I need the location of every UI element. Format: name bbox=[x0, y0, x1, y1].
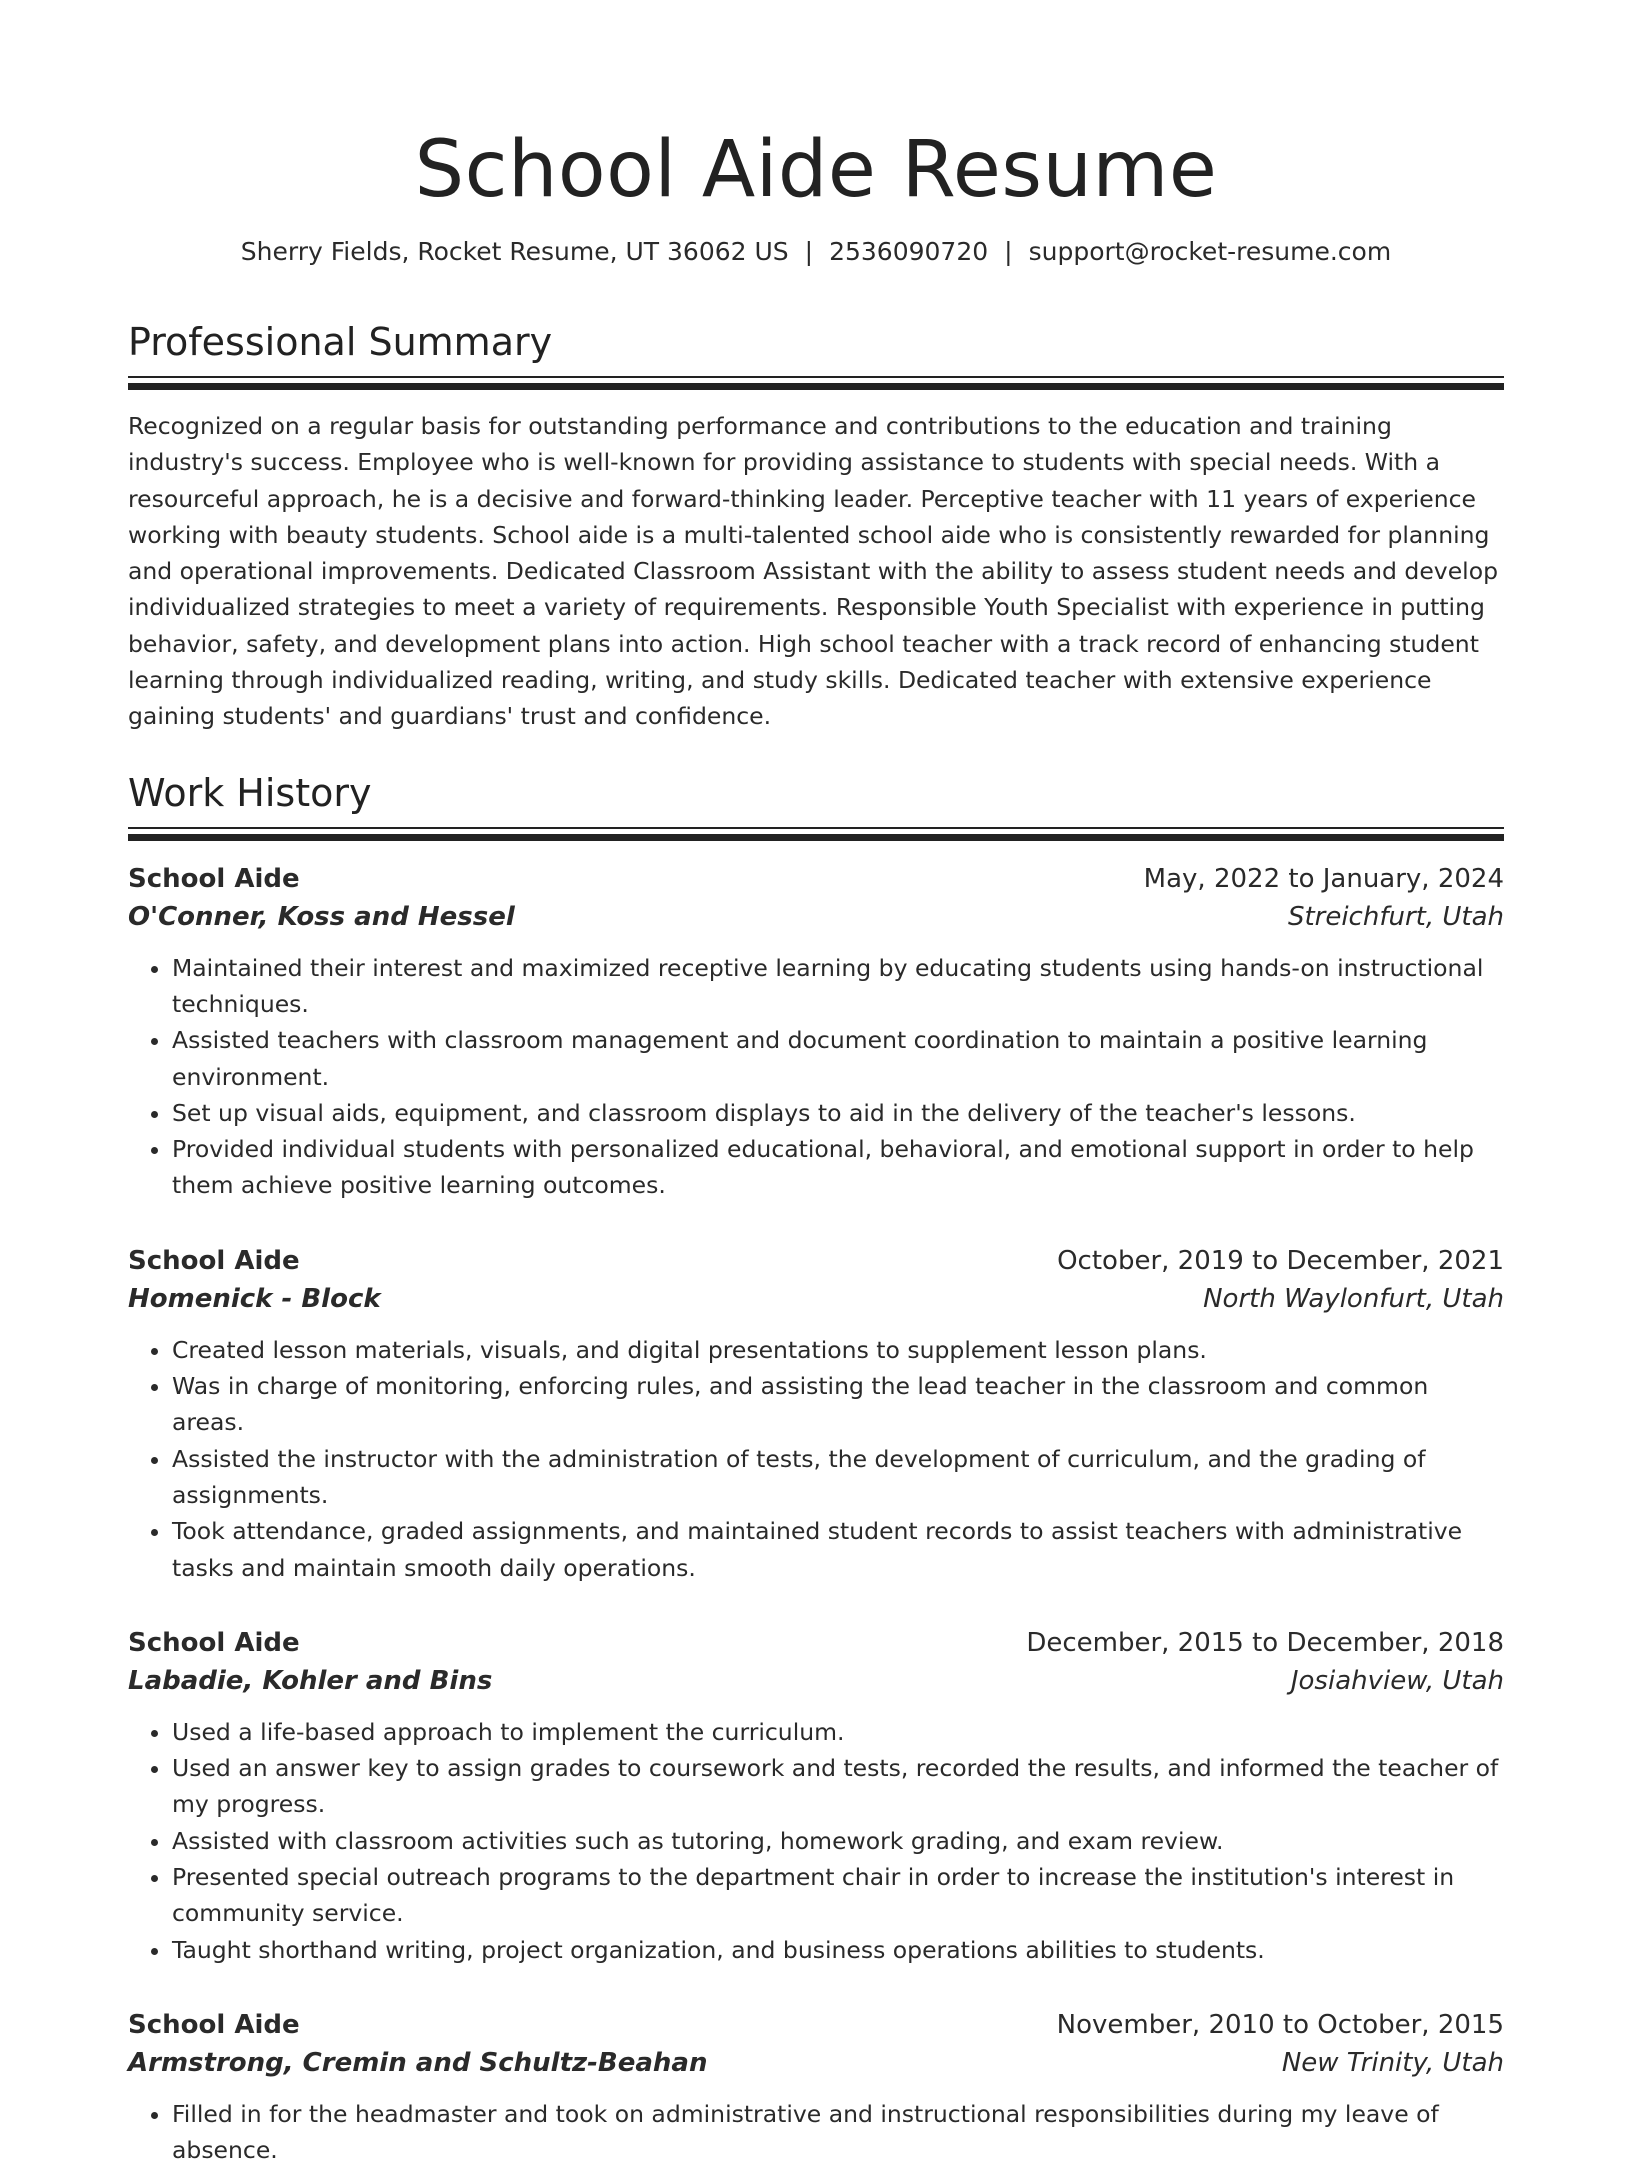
job-bullet-list bbox=[128, 2096, 1504, 2169]
job-dates: December, 2015 to December, 2018 bbox=[1026, 1627, 1504, 1658]
section-divider bbox=[128, 376, 1504, 390]
job-header-row bbox=[128, 1624, 1504, 1662]
job-company-row bbox=[128, 1280, 1504, 1318]
job-company: O'Conner, Koss and Hessel bbox=[128, 901, 515, 932]
job-bullet-list bbox=[128, 950, 1504, 1204]
job-bullet: • Assisted the instructor with the administration of tests, the development of curriculum, and the grading of assignments. bbox=[172, 1441, 1504, 1514]
job-company: Labadie, Kohler and Bins bbox=[128, 1665, 493, 1696]
job-bullet: • Took attendance, graded assignments, and maintained student records to assist teachers with administrative tasks and maintain smooth daily operations. bbox=[172, 1513, 1504, 1586]
job-entry bbox=[128, 860, 1504, 1204]
job-location: Streichfurt, Utah bbox=[1287, 901, 1504, 932]
summary-heading: Professional Summary bbox=[128, 320, 553, 364]
job-bullet: • Provided individual students with personalized educational, behavioral, and emotional support in order to help them achieve positive learning outcomes. bbox=[172, 1131, 1504, 1204]
job-bullet: • Assisted with classroom activities such as tutoring, homework grading, and exam review. bbox=[172, 1823, 1504, 1859]
section-divider bbox=[128, 827, 1504, 841]
resume-page bbox=[128, 0, 1504, 2169]
job-dates: October, 2019 to December, 2021 bbox=[1057, 1245, 1504, 1276]
job-bullet: • Used an answer key to assign grades to coursework and tests, recorded the results, and informed the teacher of my progress. bbox=[172, 1750, 1504, 1823]
summary-text: Recognized on a regular basis for outstanding performance and contributions to the education and training industry's success. Employee who is well-known for providing assistance to students with special needs. With a resourceful approach, he is a decisive and forward-thinking leader. Perceptive teacher with 11 years of experience working with beauty students. School aide is a multi-talented school aide who is consistently rewarded for planning and operational improvements. Dedicated Classroom Assistant with the ability to assess student needs and develop individualized strategies to meet a variety of requirements. Responsible Youth Specialist with experience in putting behavior, safety, and development plans into action. High school teacher with a track record of enhancing student learning through individualized reading, writing, and study skills. Dedicated teacher with extensive experience gaining students' and guardians' trust and confidence. bbox=[128, 412, 1498, 731]
job-bullet-list bbox=[128, 1332, 1504, 1586]
job-location: North Waylonfurt, Utah bbox=[1203, 1283, 1504, 1314]
job-entry bbox=[128, 2006, 1504, 2169]
work-history-heading: Work History bbox=[128, 770, 372, 815]
job-company-row bbox=[128, 2044, 1504, 2082]
job-company-row bbox=[128, 898, 1504, 936]
job-dates: May, 2022 to January, 2024 bbox=[1143, 863, 1504, 894]
job-header-row bbox=[128, 1242, 1504, 1280]
job-title: School Aide bbox=[128, 863, 300, 894]
job-company: Homenick - Block bbox=[128, 1283, 381, 1314]
contact-separator: | bbox=[1004, 237, 1013, 266]
job-bullet-list bbox=[128, 1714, 1504, 1968]
job-title: School Aide bbox=[128, 1627, 300, 1658]
job-bullet: • Taught shorthand writing, project organization, and business operations abilities to students. bbox=[172, 1932, 1504, 1968]
job-location: New Trinity, Utah bbox=[1281, 2047, 1504, 2078]
job-bullet: • Filled in for the headmaster and took on administrative and instructional responsibilities during my leave of absence. bbox=[172, 2096, 1504, 2169]
contact-separator: | bbox=[804, 237, 814, 266]
job-bullet: • Set up visual aids, equipment, and classroom displays to aid in the delivery of the teacher's lessons. bbox=[172, 1095, 1504, 1131]
job-entry bbox=[128, 1624, 1504, 1968]
job-title: School Aide bbox=[128, 2009, 300, 2040]
job-dates: November, 2010 to October, 2015 bbox=[1056, 2009, 1504, 2040]
job-bullet: • Used a life-based approach to implement the curriculum. bbox=[172, 1714, 1504, 1750]
contact-email: support@rocket-resume.com bbox=[1028, 237, 1392, 266]
job-bullet: • Maintained their interest and maximized receptive learning by educating students using hands-on instructional techniques. bbox=[172, 950, 1504, 1023]
job-title: School Aide bbox=[128, 1245, 300, 1276]
job-location: Josiahview, Utah bbox=[1290, 1665, 1504, 1696]
job-entry bbox=[128, 1242, 1504, 1586]
job-header-row bbox=[128, 860, 1504, 898]
job-header-row bbox=[128, 2006, 1504, 2044]
contact-address: Sherry Fields, Rocket Resume, UT 36062 US bbox=[240, 237, 789, 266]
contact-phone: 2536090720 bbox=[829, 237, 989, 266]
job-bullet: • Was in charge of monitoring, enforcing rules, and assisting the lead teacher in the classroom and common areas. bbox=[172, 1368, 1504, 1441]
job-company-row bbox=[128, 1662, 1504, 1700]
job-bullet: • Assisted teachers with classroom management and document coordination to maintain a positive learning environment. bbox=[172, 1022, 1504, 1095]
job-bullet: • Created lesson materials, visuals, and digital presentations to supplement lesson plans. bbox=[172, 1332, 1504, 1368]
contact-line bbox=[128, 236, 1504, 268]
job-bullet: • Presented special outreach programs to the department chair in order to increase the institution's interest in community service. bbox=[172, 1859, 1504, 1932]
job-list bbox=[128, 860, 1504, 2169]
job-company: Armstrong, Cremin and Schultz-Beahan bbox=[128, 2047, 708, 2078]
resume-title: School Aide Resume bbox=[414, 125, 1218, 215]
